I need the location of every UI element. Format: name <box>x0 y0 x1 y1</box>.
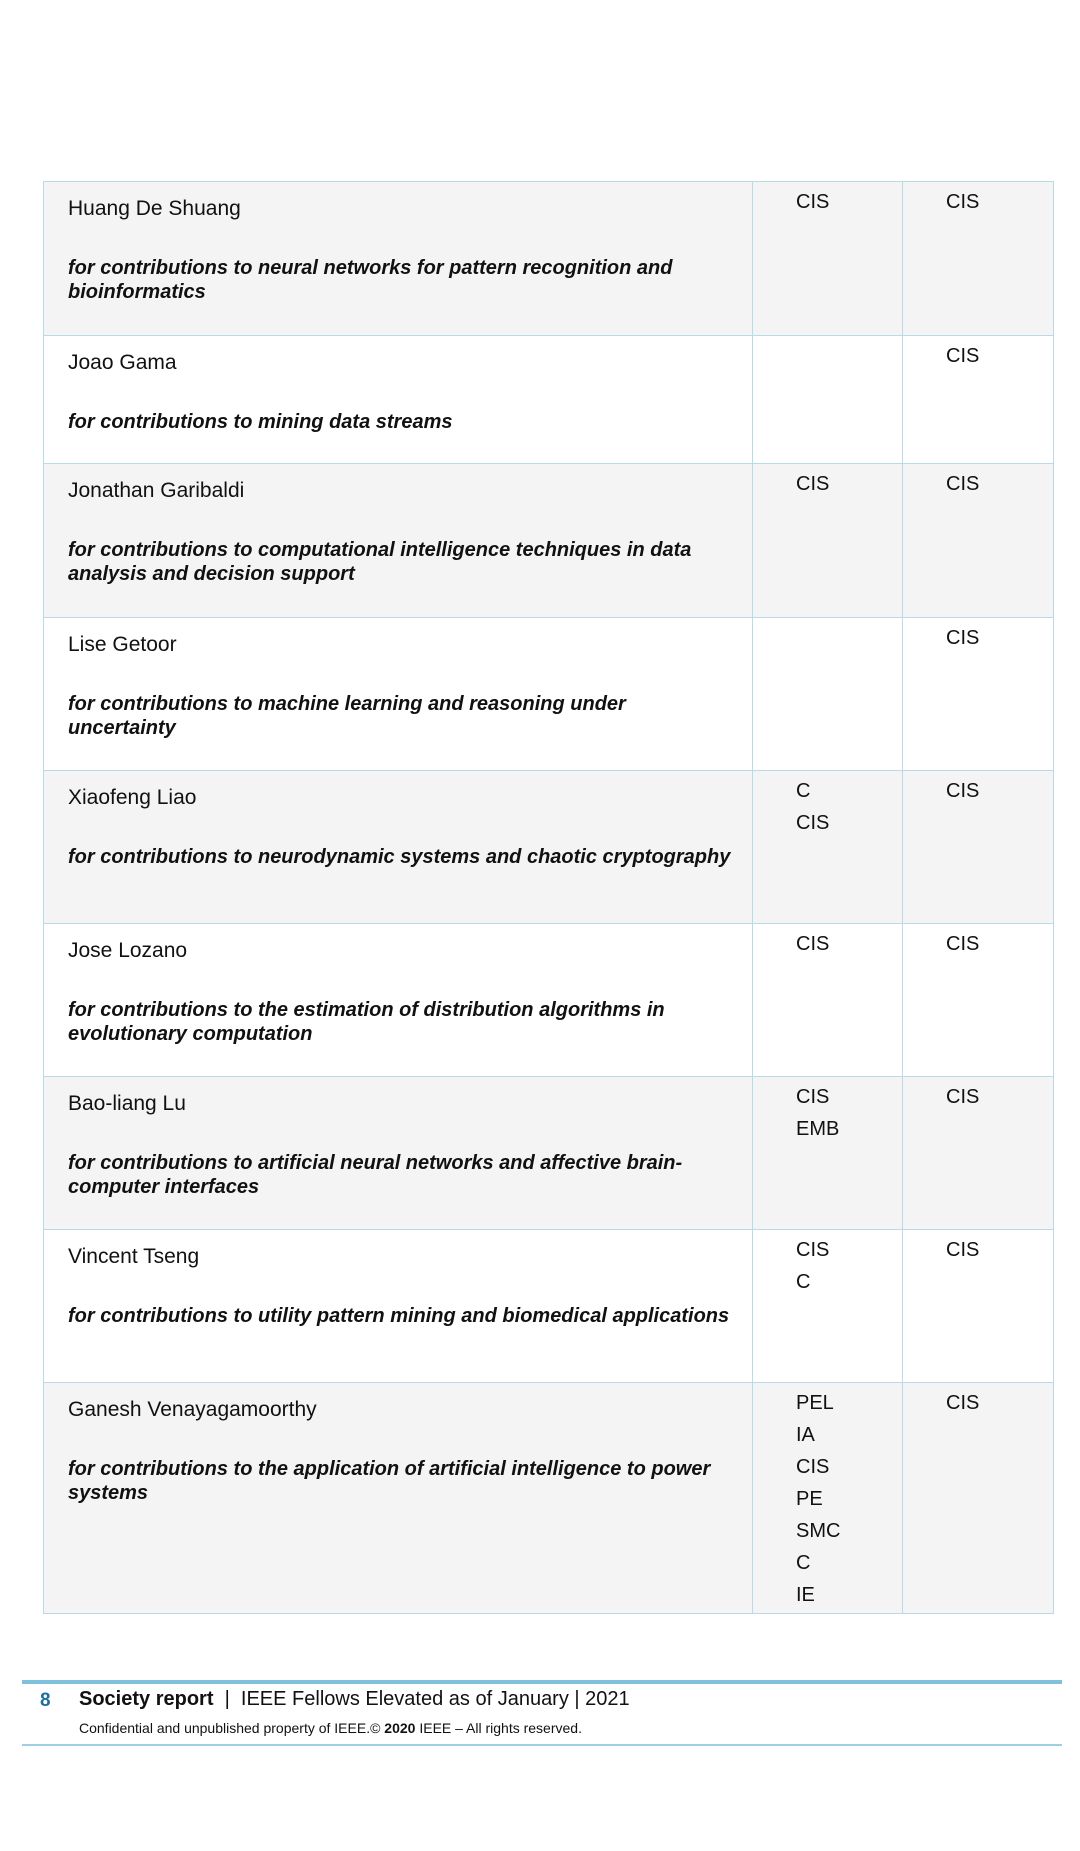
fellow-citation: for contributions to neurodynamic systems and chaotic cryptography <box>68 846 731 868</box>
society-code: IE <box>796 1584 815 1606</box>
fellow-evaluating-cell <box>903 1230 1054 1383</box>
fellow-name: Joao Gama <box>68 351 177 374</box>
evaluating-society-code: CIS <box>946 1086 980 1108</box>
society-code: IA <box>796 1424 815 1446</box>
society-code: C <box>796 780 811 802</box>
evaluating-society-code: CIS <box>946 473 980 495</box>
fellows-table <box>43 181 1054 1614</box>
society-code: PE <box>796 1488 823 1510</box>
fellow-name: Jonathan Garibaldi <box>68 479 245 502</box>
fellow-citation: for contributions to computational intelligence techniques in data analysis and decision support <box>68 539 692 585</box>
fellow-row <box>44 1230 1054 1383</box>
fellow-societies-cell <box>753 771 903 924</box>
society-code: CIS <box>796 1239 830 1261</box>
fellows-table-body <box>44 182 1054 1614</box>
fellow-evaluating-cell <box>903 182 1054 336</box>
society-code: PEL <box>796 1392 834 1414</box>
footer-top-rule <box>22 1680 1062 1684</box>
fellow-name: Vincent Tseng <box>68 1245 200 1268</box>
fellow-societies-cell <box>753 924 903 1077</box>
footer-title-rest: | IEEE Fellows Elevated as of January | 2021 <box>213 1688 630 1710</box>
fellow-evaluating-cell <box>903 618 1054 771</box>
fellow-name: Ganesh Venayagamoorthy <box>68 1398 317 1421</box>
fellow-row <box>44 618 1054 771</box>
fellow-societies-cell <box>753 1383 903 1614</box>
evaluating-society-code: CIS <box>946 191 980 213</box>
fellow-main-cell <box>44 924 753 1077</box>
fellow-name: Xiaofeng Liao <box>68 786 197 809</box>
fellow-societies-cell <box>753 182 903 336</box>
fellow-evaluating-cell <box>903 1383 1054 1614</box>
society-code: EMB <box>796 1118 840 1140</box>
fellow-citation: for contributions to mining data streams <box>68 411 453 433</box>
society-code: CIS <box>796 473 830 495</box>
page-number: 8 <box>40 1690 51 1711</box>
footer-note-prefix: Confidential and unpublished property of IEEE.© <box>79 1720 385 1736</box>
fellow-row <box>44 1077 1054 1230</box>
fellow-evaluating-cell <box>903 771 1054 924</box>
evaluating-society-code: CIS <box>946 345 980 367</box>
footer-confidential-note <box>79 1720 582 1736</box>
fellow-row <box>44 464 1054 618</box>
fellow-row <box>44 336 1054 464</box>
society-code: CIS <box>796 933 830 955</box>
society-code: C <box>796 1271 811 1293</box>
fellow-row <box>44 182 1054 336</box>
society-code: CIS <box>796 191 830 213</box>
society-code: CIS <box>796 1086 830 1108</box>
fellow-name: Bao-liang Lu <box>68 1092 186 1115</box>
fellow-main-cell <box>44 1383 753 1614</box>
fellow-row <box>44 771 1054 924</box>
fellow-societies-cell <box>753 1077 903 1230</box>
fellow-citation: for contributions to utility pattern mining and biomedical applications <box>68 1305 730 1327</box>
footer-note-year: 2020 <box>384 1720 416 1736</box>
fellow-main-cell <box>44 618 753 771</box>
fellow-main-cell <box>44 182 753 336</box>
evaluating-society-code: CIS <box>946 1392 980 1414</box>
fellow-main-cell <box>44 1230 753 1383</box>
fellow-row <box>44 1383 1054 1614</box>
fellow-citation: for contributions to artificial neural networks and affective brain-computer interfaces <box>68 1152 683 1198</box>
footer-note-suffix: IEEE – All rights reserved. <box>415 1720 582 1736</box>
footer-title <box>79 1688 630 1711</box>
society-code: CIS <box>796 812 830 834</box>
evaluating-society-code: CIS <box>946 780 980 802</box>
fellow-main-cell <box>44 336 753 464</box>
fellow-main-cell <box>44 1077 753 1230</box>
evaluating-society-code: CIS <box>946 933 980 955</box>
fellow-citation: for contributions to machine learning and reasoning under uncertainty <box>68 693 626 739</box>
fellow-evaluating-cell <box>903 1077 1054 1230</box>
fellow-main-cell <box>44 771 753 924</box>
society-code: SMC <box>796 1520 841 1542</box>
society-code: CIS <box>796 1456 830 1478</box>
fellow-evaluating-cell <box>903 464 1054 618</box>
fellow-name: Huang De Shuang <box>68 197 241 220</box>
footer-bottom-rule <box>22 1744 1062 1746</box>
footer-title-bold: Society report <box>79 1688 214 1710</box>
fellow-citation: for contributions to the estimation of distribution algorithms in evolutionary computation <box>68 999 665 1045</box>
fellow-evaluating-cell <box>903 924 1054 1077</box>
fellow-main-cell <box>44 464 753 618</box>
fellow-evaluating-cell <box>903 336 1054 464</box>
society-code: C <box>796 1552 811 1574</box>
fellow-societies-cell <box>753 618 903 771</box>
fellow-societies-cell <box>753 1230 903 1383</box>
fellow-name: Jose Lozano <box>68 939 188 962</box>
fellow-societies-cell <box>753 336 903 464</box>
fellow-societies-cell <box>753 464 903 618</box>
fellow-name: Lise Getoor <box>68 633 177 656</box>
fellow-citation: for contributions to the application of artificial intelligence to power systems <box>68 1458 711 1504</box>
evaluating-society-code: CIS <box>946 1239 980 1261</box>
fellow-citation: for contributions to neural networks for pattern recognition and bioinformatics <box>68 257 673 303</box>
fellow-row <box>44 924 1054 1077</box>
evaluating-society-code: CIS <box>946 627 980 649</box>
